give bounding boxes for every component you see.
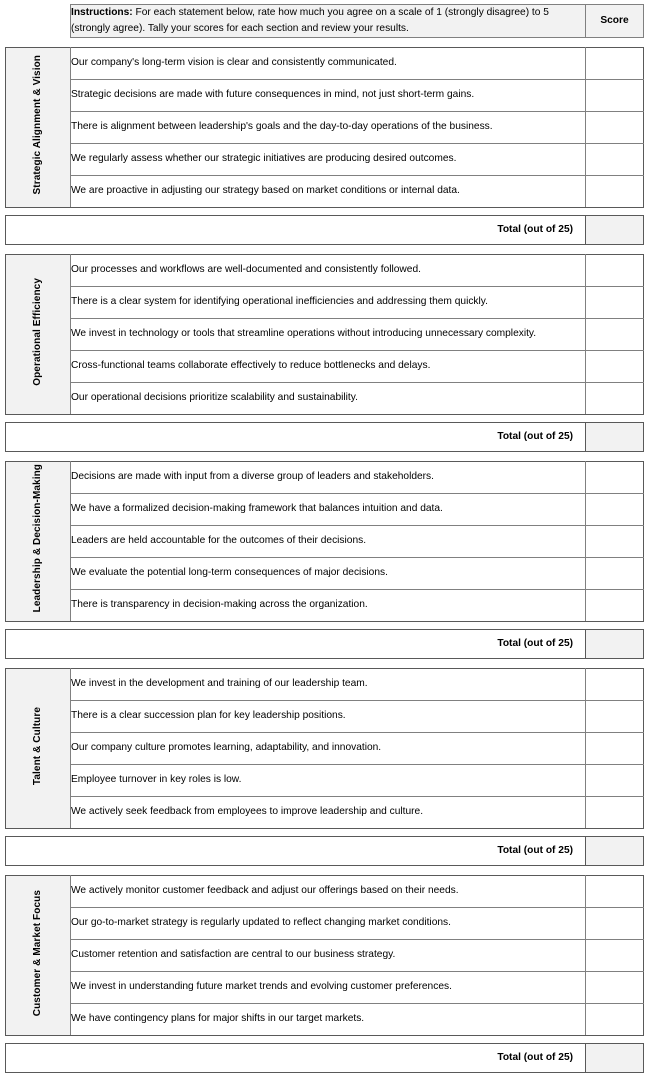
statement-row (6, 700, 644, 732)
statement-text: Our company's long-term vision is clear and consistently communicated. (71, 47, 586, 79)
section-category-label: Strategic Alignment & Vision (32, 54, 43, 195)
score-input-cell[interactable] (586, 286, 644, 318)
statement-row (6, 971, 644, 1003)
statement-row (6, 732, 644, 764)
statement-text: Leaders are held accountable for the outcomes of their decisions. (71, 525, 586, 557)
score-input-cell[interactable] (586, 589, 644, 621)
statement-text: Customer retention and satisfaction are central to our business strategy. (71, 939, 586, 971)
section-gap (5, 38, 643, 47)
score-input-cell[interactable] (586, 175, 644, 207)
statement-row (6, 143, 644, 175)
statement-row (6, 111, 644, 143)
section-block-3 (5, 461, 644, 622)
score-input-cell[interactable] (586, 350, 644, 382)
statement-text: There is a clear succession plan for key leadership positions. (71, 700, 586, 732)
statement-row (6, 525, 644, 557)
score-input-cell[interactable] (586, 796, 644, 828)
statement-text: Cross-functional teams collaborate effectively to reduce bottlenecks and delays. (71, 350, 586, 382)
total-row (6, 1043, 644, 1072)
score-input-cell[interactable] (586, 907, 644, 939)
score-input-cell[interactable] (586, 557, 644, 589)
score-input-cell[interactable] (586, 318, 644, 350)
score-input-cell[interactable] (586, 668, 644, 700)
total-row (6, 422, 644, 451)
statement-text: There is transparency in decision-making across the organization. (71, 589, 586, 621)
instructions-text: For each statement below, rate how much you agree on a scale of 1 (strongly disagree) to 5 (strongly agree). Tally your scores for each section and review your results. (71, 7, 549, 34)
statement-text: Strategic decisions are made with future consequences in mind, not just short-term gains. (71, 79, 586, 111)
statement-text: There is alignment between leadership's goals and the day-to-day operations of the business. (71, 111, 586, 143)
total-label: Total (out of 25) (6, 1043, 586, 1072)
statement-text: We evaluate the potential long-term consequences of major decisions. (71, 557, 586, 589)
statement-text: Our operational decisions prioritize scalability and sustainability. (71, 382, 586, 414)
statement-row (6, 350, 644, 382)
statement-row (6, 286, 644, 318)
section-category-label: Operational Efficiency (32, 277, 43, 386)
statement-text: Our company culture promotes learning, adaptability, and innovation. (71, 732, 586, 764)
statement-text: We invest in technology or tools that streamline operations without introducing unnecessary complexity. (71, 318, 586, 350)
statement-row (6, 175, 644, 207)
statement-row (6, 589, 644, 621)
section-total-block-4 (5, 836, 644, 866)
statement-row (6, 764, 644, 796)
statement-text: We regularly assess whether our strategic initiatives are producing desired outcomes. (71, 143, 586, 175)
statement-text: We invest in the development and training of our leadership team. (71, 668, 586, 700)
section-block-2 (5, 254, 644, 415)
statement-text: We have a formalized decision-making framework that balances intuition and data. (71, 493, 586, 525)
score-input-cell[interactable] (586, 143, 644, 175)
statement-text: There is a clear system for identifying operational inefficiencies and addressing them quickly. (71, 286, 586, 318)
statement-text: We invest in understanding future market trends and evolving customer preferences. (71, 971, 586, 1003)
score-input-cell[interactable] (586, 525, 644, 557)
section-gap (5, 866, 643, 875)
section-block-1 (5, 47, 644, 208)
section-gap (5, 659, 643, 668)
total-row (6, 629, 644, 658)
score-input-cell[interactable] (586, 732, 644, 764)
section-category-label: Leadership & Decision-Making (32, 464, 43, 613)
section-category-cell (6, 875, 71, 1035)
statement-row (6, 47, 644, 79)
statement-row (6, 668, 644, 700)
total-score-cell[interactable] (586, 1043, 644, 1072)
statement-text: Our go-to-market strategy is regularly updated to reflect changing market conditions. (71, 907, 586, 939)
score-input-cell[interactable] (586, 939, 644, 971)
section-total-block-1 (5, 215, 644, 245)
section-category-cell (6, 254, 71, 414)
total-score-cell[interactable] (586, 422, 644, 451)
statement-row (6, 254, 644, 286)
statement-row (6, 557, 644, 589)
statement-row (6, 939, 644, 971)
score-input-cell[interactable] (586, 461, 644, 493)
statement-row (6, 382, 644, 414)
score-input-cell[interactable] (586, 382, 644, 414)
statement-row (6, 493, 644, 525)
total-label: Total (out of 25) (6, 422, 586, 451)
section-category-cell (6, 461, 71, 621)
header-row (71, 5, 644, 38)
section-gap (5, 452, 643, 461)
statement-row (6, 875, 644, 907)
statement-row (6, 461, 644, 493)
score-input-cell[interactable] (586, 111, 644, 143)
statement-text: Our processes and workflows are well-documented and consistently followed. (71, 254, 586, 286)
score-input-cell[interactable] (586, 875, 644, 907)
section-block-4 (5, 668, 644, 829)
statement-text: We actively monitor customer feedback and adjust our offerings based on their needs. (71, 875, 586, 907)
section-gap (5, 245, 643, 254)
score-column-header: Score (586, 5, 644, 38)
score-input-cell[interactable] (586, 493, 644, 525)
total-score-cell[interactable] (586, 836, 644, 865)
total-label: Total (out of 25) (6, 836, 586, 865)
section-category-label: Talent & Culture (32, 706, 43, 785)
statement-text: Decisions are made with input from a diverse group of leaders and stakeholders. (71, 461, 586, 493)
score-input-cell[interactable] (586, 700, 644, 732)
section-category-label: Customer & Market Focus (32, 889, 43, 1016)
score-input-cell[interactable] (586, 254, 644, 286)
section-total-block-3 (5, 629, 644, 659)
instructions-cell (71, 5, 586, 38)
statement-row (6, 318, 644, 350)
instructions-label: Instructions: (71, 7, 133, 18)
statement-text: We actively seek feedback from employees to improve leadership and culture. (71, 796, 586, 828)
total-score-cell[interactable] (586, 629, 644, 658)
total-score-cell[interactable] (586, 215, 644, 244)
score-input-cell[interactable] (586, 1003, 644, 1035)
instructions-header (70, 4, 644, 38)
total-label: Total (out of 25) (6, 629, 586, 658)
section-total-block-5 (5, 1043, 644, 1073)
score-input-cell[interactable] (586, 47, 644, 79)
section-block-5 (5, 875, 644, 1036)
total-row (6, 215, 644, 244)
statement-text: We are proactive in adjusting our strategy based on market conditions or internal data. (71, 175, 586, 207)
statement-row (6, 1003, 644, 1035)
score-input-cell[interactable] (586, 79, 644, 111)
section-category-cell (6, 47, 71, 207)
statement-row (6, 796, 644, 828)
total-label: Total (out of 25) (6, 215, 586, 244)
section-category-cell (6, 668, 71, 828)
statement-text: We have contingency plans for major shifts in our target markets. (71, 1003, 586, 1035)
sections-container (5, 38, 643, 1073)
statement-row (6, 79, 644, 111)
statement-text: Employee turnover in key roles is low. (71, 764, 586, 796)
statement-row (6, 907, 644, 939)
score-input-cell[interactable] (586, 764, 644, 796)
total-row (6, 836, 644, 865)
section-total-block-2 (5, 422, 644, 452)
score-input-cell[interactable] (586, 971, 644, 1003)
